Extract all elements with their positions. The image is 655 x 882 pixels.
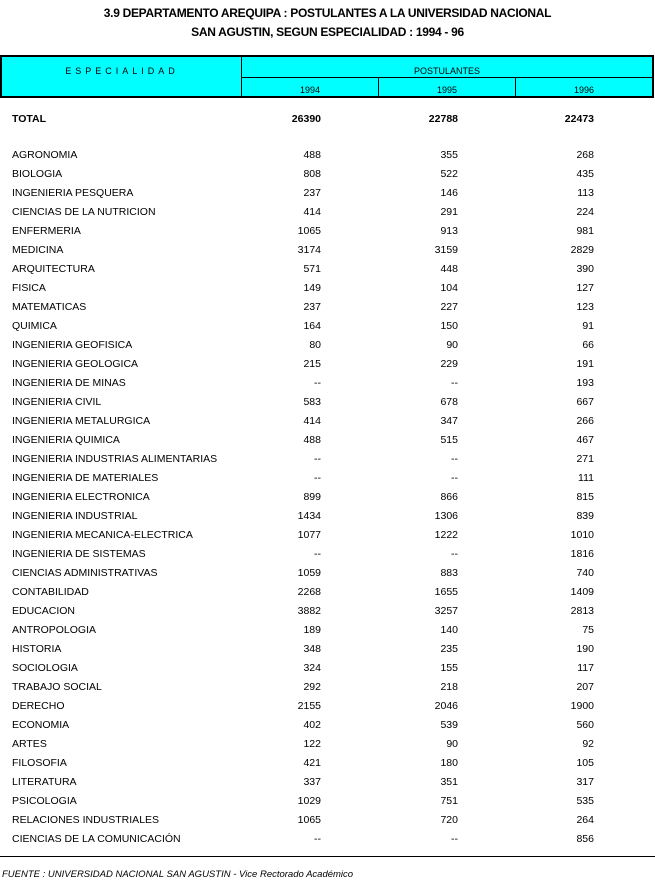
row-value: 535	[576, 795, 594, 807]
row-value: 189	[303, 624, 321, 636]
row-value: 215	[303, 358, 321, 370]
row-value: 981	[576, 225, 594, 237]
row-label: PSICOLOGIA	[12, 795, 77, 807]
row-value: --	[314, 548, 321, 560]
row-value: 3882	[297, 605, 321, 617]
row-value: 3257	[434, 605, 458, 617]
row-value: 355	[440, 149, 458, 161]
row-value: 207	[576, 681, 594, 693]
row-label: INGENIERIA GEOFISICA	[12, 339, 133, 351]
row-value: 292	[303, 681, 321, 693]
row-value: 237	[303, 187, 321, 199]
row-label: INGENIERIA METALURGICA	[12, 415, 151, 427]
row-value: 271	[576, 453, 594, 465]
row-value: 883	[440, 567, 458, 579]
row-value: 1900	[570, 700, 594, 712]
source-note: FUENTE : UNIVERSIDAD NACIONAL SAN AGUSTIN - Vice Rectorado Académico	[2, 869, 354, 880]
row-value: 80	[309, 339, 321, 351]
row-value: 75	[582, 624, 594, 636]
row-value: 190	[576, 643, 594, 655]
row-label: ARTES	[12, 738, 47, 750]
row-label: ECONOMIA	[12, 719, 70, 731]
row-value: 227	[440, 301, 458, 313]
row-label: ENFERMERIA	[12, 225, 81, 237]
row-value: 402	[303, 719, 321, 731]
table-row	[0, 814, 655, 830]
row-value: 155	[440, 662, 458, 674]
row-value: 1434	[297, 510, 321, 522]
row-value: 571	[303, 263, 321, 275]
row-label: CONTABILIDAD	[12, 586, 89, 598]
table-row	[0, 168, 655, 184]
row-value: 146	[440, 187, 458, 199]
row-label: HISTORIA	[12, 643, 62, 655]
row-value: 324	[303, 662, 321, 674]
row-value: 224	[576, 206, 594, 218]
row-value: 583	[303, 396, 321, 408]
row-value: 2813	[570, 605, 594, 617]
table-row	[0, 491, 655, 507]
row-label: LITERATURA	[12, 776, 77, 788]
row-value: 390	[576, 263, 594, 275]
row-value: 1065	[297, 814, 321, 826]
row-value: 127	[576, 282, 594, 294]
table-row	[0, 358, 655, 374]
row-label: INGENIERIA PESQUERA	[12, 187, 134, 199]
row-value: 268	[576, 149, 594, 161]
total-1994: 26390	[291, 113, 321, 125]
row-value: 488	[303, 149, 321, 161]
row-value: 2268	[297, 586, 321, 598]
row-value: 264	[576, 814, 594, 826]
row-label: QUIMICA	[12, 320, 57, 332]
table-row	[0, 757, 655, 773]
table-row	[0, 605, 655, 621]
row-value: 467	[576, 434, 594, 446]
header-year-1994: 1994	[241, 77, 379, 98]
row-value: 515	[440, 434, 458, 446]
table-row	[0, 263, 655, 279]
table-row	[0, 643, 655, 659]
table-row	[0, 472, 655, 488]
row-value: 1029	[297, 795, 321, 807]
table-row	[0, 624, 655, 640]
row-value: 488	[303, 434, 321, 446]
table-row	[0, 187, 655, 203]
row-label: SOCIOLOGIA	[12, 662, 78, 674]
row-value: 237	[303, 301, 321, 313]
row-value: 91	[582, 320, 594, 332]
row-value: --	[451, 377, 458, 389]
divider	[0, 856, 655, 857]
row-value: 866	[440, 491, 458, 503]
row-label: CIENCIAS DE LA COMUNICACIÓN	[12, 833, 181, 845]
row-value: 235	[440, 643, 458, 655]
row-label: EDUCACION	[12, 605, 76, 617]
table-row	[0, 719, 655, 735]
row-value: 1010	[570, 529, 594, 541]
row-value: --	[451, 833, 458, 845]
row-value: 317	[576, 776, 594, 788]
title-line-2: SAN AGUSTIN, SEGUN ESPECIALIDAD : 1994 - 96	[191, 25, 464, 39]
row-value: 149	[303, 282, 321, 294]
total-row	[0, 113, 655, 129]
table-row	[0, 662, 655, 678]
table-row	[0, 434, 655, 450]
row-value: 2829	[570, 244, 594, 256]
row-value: 1816	[570, 548, 594, 560]
row-label: INGENIERIA DE MATERIALES	[12, 472, 159, 484]
row-value: 414	[303, 206, 321, 218]
table-row	[0, 738, 655, 754]
row-value: 856	[576, 833, 594, 845]
row-value: --	[314, 453, 321, 465]
row-value: --	[314, 377, 321, 389]
row-value: 90	[446, 339, 458, 351]
row-value: 291	[440, 206, 458, 218]
row-value: 3174	[297, 244, 321, 256]
row-value: 2155	[297, 700, 321, 712]
row-value: 522	[440, 168, 458, 180]
row-value: 1077	[297, 529, 321, 541]
row-value: 1222	[434, 529, 458, 541]
row-value: 667	[576, 396, 594, 408]
row-value: 337	[303, 776, 321, 788]
row-label: MATEMATICAS	[12, 301, 87, 313]
row-label: CIENCIAS DE LA NUTRICION	[12, 206, 156, 218]
row-label: AGRONOMIA	[12, 149, 78, 161]
row-value: 1409	[570, 586, 594, 598]
row-label: FILOSOFIA	[12, 757, 67, 769]
table-row	[0, 339, 655, 355]
row-value: 435	[576, 168, 594, 180]
row-value: 448	[440, 263, 458, 275]
row-value: --	[451, 548, 458, 560]
row-label: MEDICINA	[12, 244, 64, 256]
table-row	[0, 833, 655, 849]
row-value: 1306	[434, 510, 458, 522]
row-value: 1655	[434, 586, 458, 598]
table-row	[0, 396, 655, 412]
row-label: INGENIERIA DE SISTEMAS	[12, 548, 146, 560]
row-label: ARQUITECTURA	[12, 263, 95, 275]
row-value: 1059	[297, 567, 321, 579]
row-value: 421	[303, 757, 321, 769]
row-label: TRABAJO SOCIAL	[12, 681, 102, 693]
row-value: 218	[440, 681, 458, 693]
row-value: 150	[440, 320, 458, 332]
table-row	[0, 301, 655, 317]
table-row	[0, 149, 655, 165]
title-line-1: 3.9 DEPARTAMENTO AREQUIPA : POSTULANTES A LA UNIVERSIDAD NACIONAL	[103, 6, 552, 20]
table-row	[0, 700, 655, 716]
row-label: INGENIERIA QUIMICA	[12, 434, 120, 446]
row-value: 815	[576, 491, 594, 503]
row-label: INGENIERIA GEOLOGICA	[12, 358, 139, 370]
row-value: 90	[446, 738, 458, 750]
table-row	[0, 586, 655, 602]
table-row	[0, 244, 655, 260]
table-row	[0, 529, 655, 545]
row-value: 751	[440, 795, 458, 807]
row-value: 191	[576, 358, 594, 370]
row-value: 266	[576, 415, 594, 427]
row-label: INGENIERIA INDUSTRIAL	[12, 510, 138, 522]
table-row	[0, 548, 655, 564]
row-label: DERECHO	[12, 700, 65, 712]
table-row	[0, 320, 655, 336]
row-label: INGENIERIA CIVIL	[12, 396, 102, 408]
row-value: --	[314, 472, 321, 484]
total-1996: 22473	[564, 113, 594, 125]
table-row	[0, 415, 655, 431]
row-value: 123	[576, 301, 594, 313]
row-value: 180	[440, 757, 458, 769]
row-value: 347	[440, 415, 458, 427]
row-value: 229	[440, 358, 458, 370]
table-row	[0, 225, 655, 241]
row-value: 66	[582, 339, 594, 351]
row-value: 193	[576, 377, 594, 389]
total-1995: 22788	[428, 113, 458, 125]
row-value: 720	[440, 814, 458, 826]
row-label: CIENCIAS ADMINISTRATIVAS	[12, 567, 158, 579]
row-value: 3159	[434, 244, 458, 256]
row-value: 2046	[434, 700, 458, 712]
row-value: 104	[440, 282, 458, 294]
row-value: 808	[303, 168, 321, 180]
row-label: INGENIERIA INDUSTRIAS ALIMENTARIAS	[12, 453, 218, 465]
row-value: 111	[578, 472, 594, 484]
row-value: 351	[440, 776, 458, 788]
row-value: 117	[577, 662, 594, 674]
row-value: 113	[577, 187, 594, 199]
row-value: 140	[440, 624, 458, 636]
row-value: --	[314, 833, 321, 845]
row-label: ANTROPOLOGIA	[12, 624, 97, 636]
row-value: 92	[582, 738, 594, 750]
row-value: 899	[303, 491, 321, 503]
row-value: --	[451, 453, 458, 465]
table-row	[0, 453, 655, 469]
table-row	[0, 282, 655, 298]
row-label: BIOLOGIA	[12, 168, 63, 180]
table-row	[0, 377, 655, 393]
row-value: --	[451, 472, 458, 484]
table-row	[0, 510, 655, 526]
row-value: 839	[576, 510, 594, 522]
row-value: 560	[576, 719, 594, 731]
row-value: 913	[440, 225, 458, 237]
row-label: INGENIERIA DE MINAS	[12, 377, 126, 389]
row-value: 122	[303, 738, 321, 750]
header-especialidad: ESPECIALIDAD	[0, 55, 243, 98]
row-value: 740	[576, 567, 594, 579]
table-row	[0, 795, 655, 811]
row-value: 105	[576, 757, 594, 769]
row-label: INGENIERIA ELECTRONICA	[12, 491, 150, 503]
header-year-1996: 1996	[515, 77, 654, 98]
header-postulantes: POSTULANTES	[241, 55, 654, 78]
table-row	[0, 206, 655, 222]
row-value: 1065	[297, 225, 321, 237]
header-year-1995: 1995	[378, 77, 516, 98]
row-value: 348	[303, 643, 321, 655]
row-value: 678	[440, 396, 458, 408]
table-row	[0, 681, 655, 697]
total-label: TOTAL	[12, 113, 47, 125]
table-row	[0, 776, 655, 792]
row-value: 414	[303, 415, 321, 427]
row-label: INGENIERIA MECANICA-ELECTRICA	[12, 529, 193, 541]
row-label: RELACIONES INDUSTRIALES	[12, 814, 160, 826]
row-label: FISICA	[12, 282, 46, 294]
row-value: 539	[440, 719, 458, 731]
table-row	[0, 567, 655, 583]
row-value: 164	[303, 320, 321, 332]
